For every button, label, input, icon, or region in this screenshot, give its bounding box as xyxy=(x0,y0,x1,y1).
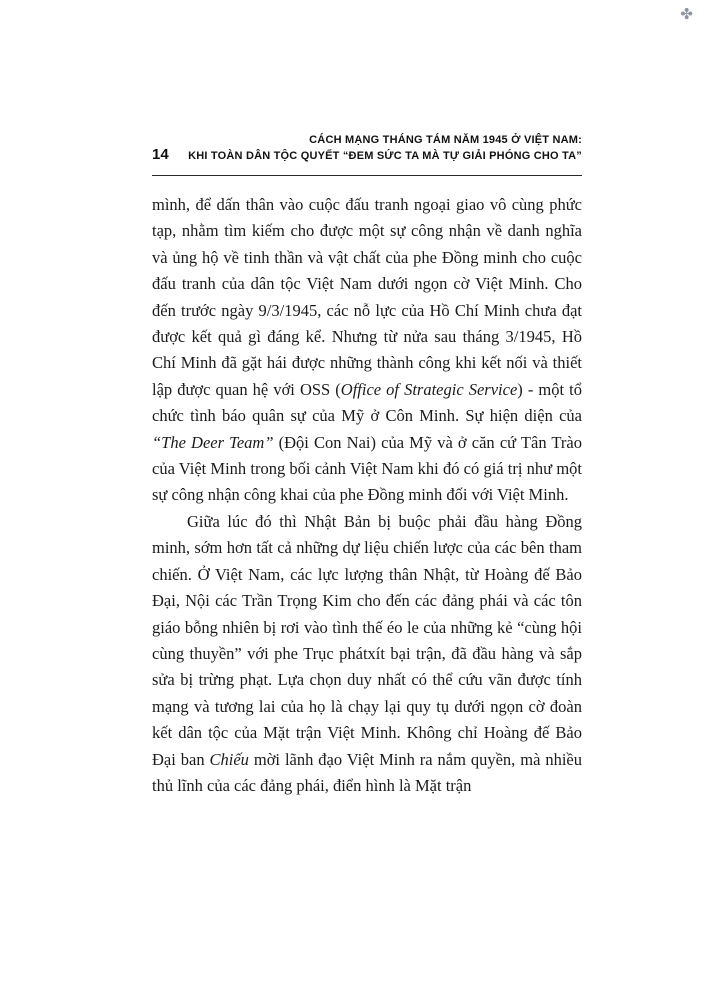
text-run: ) - một tổ chức tình báo quân sự của Mỹ ở Côn Minh. Sự hiện diện của xyxy=(152,379,582,426)
text-run: mình, để dấn thân vào cuộc đấu tranh ngoại giao vô cùng phức tạp, nhằm tìm kiếm cho được một sự công nhận về danh nghĩa và ủng hộ về tinh thần và vật chất của phe Đồng minh cho cuộc đấu tranh của dân tộc Việt Nam dưới ngọn cờ Việt Minh. Cho đến trước ngày 9/3/1945, các nỗ lực của Hồ Chí Minh chưa đạt được kết quả gì đáng kể. Nhưng từ nửa sau tháng 3/1945, Hồ Chí Minh đã gặt hái được những thành công khi kết nối và thiết lập được quan hệ với OSS ( xyxy=(152,195,582,399)
text-run: mời lãnh đạo Việt Minh ra nắm quyền, mà nhiều thủ lĩnh của các đảng phái, điển hình là Mặt trận xyxy=(152,749,582,795)
running-title xyxy=(188,133,582,164)
page-header xyxy=(152,133,582,164)
text-run-italic: Chiếu xyxy=(209,749,249,769)
text-run-italic: Office of Strategic Service xyxy=(340,379,518,399)
paragraph-1 xyxy=(152,192,582,509)
paragraph-2 xyxy=(152,509,582,799)
clover-ornament-icon: ✤ xyxy=(680,7,693,23)
body-text xyxy=(152,192,582,799)
text-run: (Đội Con Nai) của Mỹ và ở căn cứ Tân Trào của Việt Minh trong bối cảnh Việt Nam khi đó có giá trị như một sự công nhận công khai của phe Đồng minh đối với Việt Minh. xyxy=(152,432,582,505)
running-title-line-2: KHI TOÀN DÂN TỘC QUYẾT “ĐEM SỨC TA MÀ TỰ GIẢI PHÓNG CHO TA” xyxy=(188,149,582,162)
header-rule xyxy=(152,175,582,176)
running-title-line-1: CÁCH MẠNG THÁNG TÁM NĂM 1945 Ở VIỆT NAM: xyxy=(309,134,582,146)
text-run-italic: “The Deer Team” xyxy=(152,432,274,452)
text-run: Giữa lúc đó thì Nhật Bản bị buộc phải đầu hàng Đồng minh, sớm hơn tất cả những dự liệu chiến lược của các bên tham chiến. Ở Việt Nam, các lực lượng thân Nhật, từ Hoàng đế Bảo Đại, Nội các Trần Trọng Kim cho đến các đảng phái và các tôn giáo bỗng nhiên bị rơi vào tình thế éo le của những kẻ “cùng hội cùng thuyền” với phe Trục phátxít bại trận, đã đầu hàng và sắp sửa bị trừng phạt. Lựa chọn duy nhất có thể cứu vãn được tính mạng và tương lai của họ là chạy lại quy tụ dưới ngọn cờ đoàn kết dân tộc của Mặt trận Việt Minh. Không chỉ Hoàng đế Bảo Đại ban xyxy=(152,511,582,769)
page-number: 14 xyxy=(152,146,169,163)
